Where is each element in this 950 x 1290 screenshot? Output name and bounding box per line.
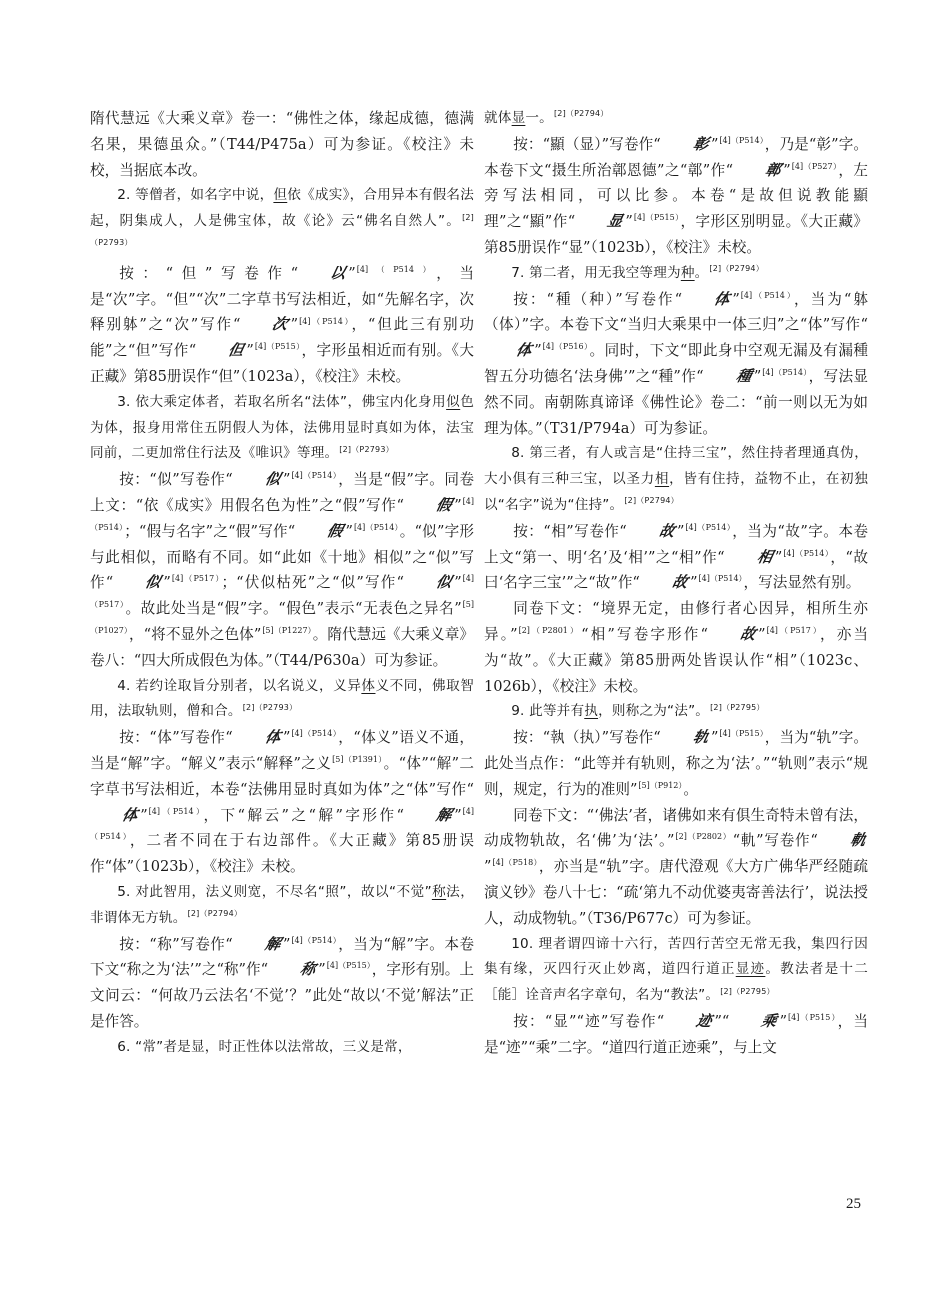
citation-ref: [4]（P515）: [326, 961, 371, 971]
commentary-paragraph: [484, 1009, 868, 1061]
manuscript-glyph: 鄣: [763, 160, 783, 179]
text-run: 10. 理者谓四谛十六行，苦四行苦空无常无我，集四行因集有缘，灭四行灭止妙离，道四行道正: [484, 935, 868, 978]
text-run: ，乃是“彰”字。本卷下文“摄生所治鄣恩德”之“鄣”作“: [484, 135, 868, 179]
text-run: ，亦当是“轨”字。唐代澄观《大方广佛华严经随疏演义钞》卷八十七：“疏‘第九不动优婆夷寄善法行’，说法授人，动成物轨。”（T36/P677c）可为参证。: [484, 858, 868, 927]
manuscript-glyph: 解: [263, 934, 283, 953]
manuscript-glyph: 轨: [691, 728, 711, 747]
citation-ref: [2]（P2794）: [709, 264, 764, 274]
text-run: ，当为“解”字。本卷下文“称之为‘法’”之“称”作“: [90, 935, 474, 979]
text-run: ，当为“躰（体）”字。本卷下文“当归大乘果中一体三归”之“体”写作“: [484, 290, 868, 334]
example-sentence: [90, 674, 474, 726]
example-sentence: [484, 261, 868, 287]
text-run: 8. 第三者，有人或言是“住持三宝”，然住持者理通真伪，大小俱有三种三宝，以圣力: [484, 445, 868, 488]
manuscript-glyph: 但: [226, 341, 246, 360]
manuscript-glyph: 假: [434, 495, 454, 514]
manuscript-glyph: 軌: [848, 831, 868, 850]
text-run: 按：“顯（显）”写卷作“: [513, 135, 661, 153]
citation-ref: [4]（P514）: [299, 316, 351, 326]
manuscript-glyph: 相: [755, 547, 774, 566]
text-run: ”: [318, 961, 326, 979]
underlined-character: 似: [446, 393, 461, 410]
text-run: ，当为“故”字。本卷上文“第一、明‘名’及‘相’”之“相”作“: [484, 522, 868, 566]
manuscript-glyph: 似: [263, 470, 283, 489]
citation-ref: [4]（P514）: [291, 935, 338, 945]
text-run: ”: [454, 806, 462, 824]
underlined-character: 但: [273, 187, 288, 204]
text-run: ”: [454, 574, 462, 592]
text-run: ”: [774, 548, 783, 566]
manuscript-glyph: 体: [514, 341, 534, 360]
citation-ref: [4]（P514）: [356, 264, 436, 274]
text-run: 一。: [525, 110, 553, 126]
citation-ref: [2]（P2794）: [553, 109, 609, 119]
text-run: ；“伏似枯死”之“似”写作“: [221, 574, 404, 592]
text-run: 按：“相”写卷作“: [513, 522, 627, 540]
citation-ref: [4]（P514）: [685, 522, 732, 532]
text-run: ，下“解云”之“解”字形作“: [203, 806, 404, 824]
citation-ref: [5]（P1227）: [262, 626, 312, 636]
citation-ref: [2]（P2795）: [710, 702, 765, 712]
right-column: [484, 106, 868, 1060]
manuscript-glyph: 次: [270, 315, 290, 334]
text-run: ，当是“迹”“乘”二字。“道四行道正迹乘”，与上文: [484, 1012, 869, 1056]
commentary-paragraph: [90, 932, 474, 1035]
text-run: 。: [694, 264, 709, 281]
text-run: ，则称之为“法”。: [598, 703, 710, 720]
text-run: 同卷下文：“‘佛法’者，诸佛如来有俱生奇特未曾有法，动成物轨故，名‘佛’为‘法’。”: [484, 806, 868, 850]
text-run: ，字形虽相近而有别。《大正藏》第85册误作“但”（1023a），《校注》未校。: [90, 342, 474, 385]
text-run: ，当是“次”字。“但”“次”二字草书写法相近，如“先解名字，次释别躰”之“次”写作“: [90, 264, 474, 334]
example-sentence: [90, 1035, 474, 1061]
left-column: [90, 106, 474, 1060]
text-run: 义不同，佛取智用，法取轨则，僧和合。: [90, 677, 475, 720]
text-run: 2. 等僧者，如名字中说，: [117, 187, 274, 204]
citation-ref: [4]（P514）: [90, 497, 474, 532]
manuscript-glyph: 彰: [691, 134, 711, 153]
example-sentence: [484, 441, 868, 518]
text-run: ”: [140, 806, 148, 824]
text-run: ”: [676, 522, 685, 540]
text-run: 。同时，下文“即此身中空观无漏及有漏種智五分功德名‘法身佛’”之“種”作“: [484, 342, 869, 385]
citation-ref: [5]（P912）: [638, 780, 683, 790]
commentary-paragraph: [90, 467, 474, 673]
paragraph-text: 隋代慧远《大乘义章》卷一：“佛性之体，缘起成德，德满名果，果德虽众。”（T44/P475a）可为参证。《校注》未校，当据底本改。: [90, 110, 474, 179]
commentary-paragraph: [484, 596, 868, 699]
manuscript-glyph: 解: [434, 805, 454, 824]
commentary-paragraph: [90, 261, 474, 390]
citation-ref: [4]（P515）: [719, 729, 764, 739]
citation-ref: [4]（P514）: [740, 290, 793, 300]
citation-ref: [5]（P1391）: [332, 755, 383, 765]
text-run: 按：“称”写卷作“: [119, 935, 233, 953]
manuscript-glyph: 故: [657, 521, 677, 540]
manuscript-glyph: 体: [120, 805, 140, 824]
manuscript-glyph: 似: [143, 573, 163, 592]
commentary-paragraph: [484, 725, 868, 802]
text-run: ”“: [714, 1012, 730, 1030]
text-run: ”: [163, 574, 171, 592]
text-run: 按：“体”写卷作“: [119, 729, 233, 747]
citation-ref: [2]（P2795）: [720, 986, 775, 996]
text-run: “軌”写卷作“: [732, 832, 818, 850]
citation-ref: [2]（P2793）: [90, 212, 474, 248]
text-run: ”: [290, 316, 299, 334]
text-run: ，“故曰‘名字三宝’”之“故”作“: [484, 548, 868, 592]
commentary-paragraph: [484, 287, 868, 442]
text-run: 5. 对此智用，法义则宽，不尽名“照”，故以“不觉”: [117, 883, 432, 900]
manuscript-glyph: 假: [325, 521, 345, 540]
text-run: ”: [282, 471, 291, 489]
text-run: ，字形有别。上文问云：“何故乃云法名‘不觉’？”此处“故以‘不觉’解法”正是作答。: [90, 961, 474, 1030]
text-run: ”: [282, 729, 291, 747]
manuscript-glyph: 故: [670, 573, 690, 592]
citation-ref: [4]（P514）: [719, 135, 764, 145]
citation-ref: [2]（P2793）: [242, 702, 298, 712]
citation-ref: [4]（P514）: [148, 806, 203, 816]
manuscript-glyph: 体: [263, 728, 283, 747]
text-run: ”: [732, 290, 740, 308]
text-run: ，当为“轨”字。此处当点作：“此等并有轨则，称之为‘法’。”“轨则”表示“规则，规定，行为的准则”: [484, 729, 868, 798]
underlined-character: 执: [584, 703, 599, 720]
manuscript-glyph: 迹: [694, 1011, 714, 1030]
text-run: “相”写卷字形作“: [581, 625, 708, 643]
text-run: ”: [454, 496, 462, 514]
underlined-character: 体: [361, 677, 376, 694]
text-run: 。“体”“解”二字草书写法相近，本卷“法佛用显时真如为体”之“体”写作“: [90, 754, 474, 798]
text-run: ，“体义”语义不通，当是“解”字。“解义”表示“解释”之义: [90, 729, 474, 772]
text-run: ，皆有住持，益物不止，在初独以“名字”说为“住持”。: [484, 471, 868, 513]
text-run: ；“假与名字”之“假”写作“: [124, 522, 296, 540]
citation-ref: [4]（P515）: [633, 213, 680, 223]
citation-ref: [4]（P516）: [542, 342, 589, 352]
citation-ref: [4]（P515）: [254, 342, 301, 352]
underlined-character: 相: [654, 471, 670, 488]
text-run: ”: [345, 522, 353, 540]
example-sentence: [484, 932, 868, 1009]
text-run: 。: [683, 780, 698, 798]
text-run: 按：“但”写卷作“: [119, 264, 299, 282]
citation-ref: [4]（P515）: [788, 1013, 837, 1023]
example-sentence: [484, 106, 868, 132]
citation-ref: [4]（P514）: [783, 548, 830, 558]
text-run: ”: [783, 161, 791, 179]
text-run: ，左旁写法相同，可以比参。本卷“是故但说教能顯理”之“顯”作“: [484, 161, 868, 231]
text-run: 。教法者是十二［能］诠音声名字章句，名为“教法”。: [484, 961, 868, 1004]
text-run: 同卷下文：“境界无定，由修行者心因异，相所生亦异。”: [484, 600, 868, 643]
text-run: ”: [282, 935, 291, 953]
underlined-character: 种: [680, 264, 695, 281]
underlined-character: 称: [431, 883, 447, 900]
manuscript-glyph: 体: [712, 289, 732, 308]
commentary-paragraph: [484, 132, 868, 261]
text-run: ”: [484, 858, 492, 876]
text-run: 按：“似”写卷作“: [119, 471, 233, 489]
text-run: ”: [753, 367, 762, 385]
text-run: 按：“執（执）”写卷作“: [513, 729, 661, 747]
text-run: ”: [758, 625, 766, 643]
text-run: ，“将不显外之色体”: [128, 625, 262, 643]
text-run: ，写法显然不同。南朝陈真谛译《佛性论》卷二：“前一则以无为如理为体。”（T31/P794a）可为参证。: [484, 367, 868, 437]
citation-ref: [4]（P514）: [291, 729, 338, 739]
citation-ref: [4]（P517）: [766, 626, 819, 636]
text-run: 9. 此等并有: [511, 703, 585, 720]
page-number: 25: [846, 1196, 861, 1212]
citation-ref: [4]（P514）: [90, 806, 474, 842]
manuscript-glyph: 以: [328, 263, 348, 282]
manuscript-glyph: 显: [605, 212, 625, 231]
citation-ref: [4]（P518）: [492, 858, 538, 868]
citation-ref: [4]（P527）: [791, 161, 838, 171]
text-run: 按：“種（种）”写卷作“: [513, 290, 683, 308]
citation-ref: [4]（P517）: [90, 574, 475, 610]
text-run: ”: [534, 342, 542, 360]
example-sentence: [90, 183, 474, 260]
citation-ref: [2]（P2794）: [187, 909, 243, 919]
text-run: ”: [690, 574, 698, 592]
citation-ref: [4]（P514）: [291, 471, 338, 481]
underlined-character: 显: [511, 110, 526, 126]
citation-ref: [2]（P2793）: [339, 444, 394, 454]
text-run: 按：“显”“迹”写卷作“: [513, 1012, 665, 1030]
manuscript-glyph: 種: [734, 366, 753, 385]
underlined-character: 显迹: [735, 961, 766, 978]
example-sentence: [484, 699, 868, 725]
manuscript-glyph: 称: [298, 960, 318, 979]
text-run: 。“似”字形与此相似，而略有不同。如“此如《十地》相似”之“似”写作“: [90, 522, 474, 592]
manuscript-glyph: 似: [434, 573, 454, 592]
text-run: 7. 第二者，用无我空等理为: [511, 264, 681, 281]
example-sentence: [90, 390, 474, 467]
commentary-paragraph: [484, 519, 868, 596]
text-run: 依《成实》，合用异本有假名法起，阴集成人，人是佛宝体，故《论》云“佛名自然人”。: [90, 187, 475, 230]
text-run: 4. 若约诠取旨分别者，以名说义，义异: [117, 677, 362, 694]
citation-ref: [4]（P514）: [353, 522, 399, 532]
text-run: ”: [710, 729, 719, 747]
text-run: ，二者不同在于右边部件。《大正藏》第85册误作“体”（1023b），《校注》未校。: [90, 832, 474, 876]
commentary-paragraph: [90, 106, 474, 183]
text-run: 色为体，报身用常住五阴假人为体，法佛用显时真如为体，法宝同前，二更加常住行法及《唯识》等理。: [90, 393, 475, 462]
manuscript-glyph: 乘: [759, 1011, 779, 1030]
citation-ref: [4]（P517）: [171, 574, 221, 584]
text-run: ，写法显然有别。: [743, 574, 861, 592]
text-run: ，字形区别明显。《大正藏》第85册误作“显”（1023b），《校注》未校。: [484, 213, 868, 256]
text-run: 6. “常”者是显，时正性体以法常故，三义是常，: [117, 1038, 412, 1055]
text-run: ”: [779, 1012, 788, 1030]
example-sentence: [90, 880, 474, 932]
commentary-paragraph: [90, 725, 474, 880]
text-run: ”: [710, 135, 719, 153]
citation-ref: [4]（P514）: [762, 368, 808, 378]
commentary-paragraph: [484, 803, 868, 932]
text-run: 法，非谓体无方轨。: [90, 883, 474, 926]
text-run: 。隋代慧远《大乘义章》卷八：“四大所成假色为体。”（T44/P630a）可为参证。: [90, 625, 474, 669]
text-run: ”: [348, 264, 356, 282]
citation-ref: [5]（P1027）: [90, 600, 474, 636]
citation-ref: [2]（P2801）: [518, 626, 581, 636]
text-run: 3. 依大乘定体者，若取名所名“法体”，佛宝内化身用: [117, 393, 447, 410]
text-run: 就体: [484, 110, 512, 126]
text-run: ，亦当为“故”。《大正藏》第85册两处皆误认作“相”（1023c、1026b），《校注》未校。: [484, 625, 868, 695]
citation-ref: [2]（P2802）: [675, 832, 732, 842]
citation-ref: [2]（P2794）: [624, 496, 679, 506]
manuscript-glyph: 故: [738, 624, 758, 643]
citation-ref: [4]（P514）: [698, 574, 743, 584]
text-run: 。故此处当是“假”字。“假色”表示“无表色之异名”: [125, 600, 462, 618]
text-run: ”: [625, 213, 633, 231]
text-run: ，当是“假”字。同卷上文：“依《成实》用假名色为性”之“假”写作“: [90, 471, 474, 514]
text-run: ”: [246, 342, 254, 360]
text-run: ，“但此三有别功能”之“但”写作“: [90, 316, 474, 360]
